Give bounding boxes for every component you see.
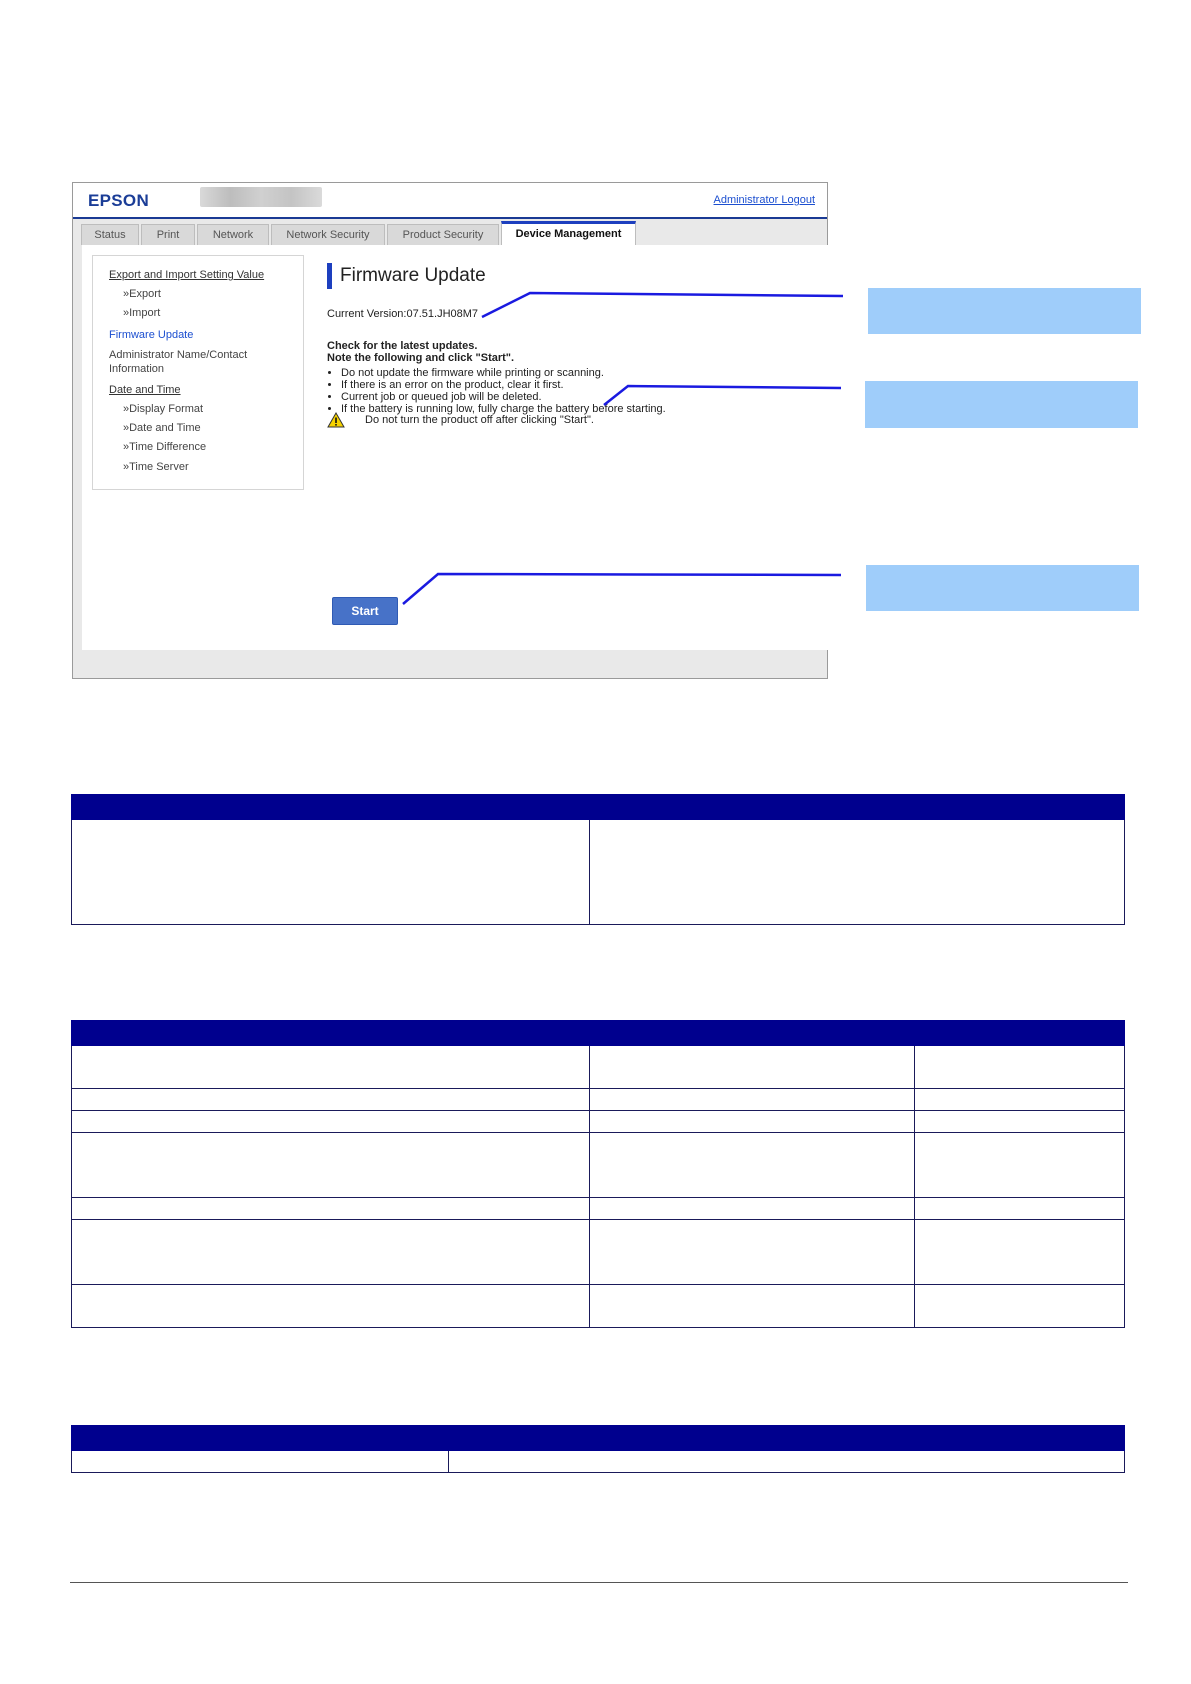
table-row [72,1451,1125,1473]
current-version: Current Version:07.51.JH08M7 [327,308,479,320]
table-3 [71,1425,1125,1473]
table-cell [72,1198,590,1220]
table-cell [915,1133,1125,1198]
table-header-cell [590,795,1125,820]
table-cell [590,1133,915,1198]
table-header-cell [590,1021,915,1046]
table-row [72,1198,1125,1220]
callout-box-version [868,288,1141,334]
footer-divider [70,1582,1128,1583]
tab-device-management[interactable]: Device Management [501,221,636,245]
table-cell [72,1285,590,1328]
table-cell [590,1285,915,1328]
tab-status[interactable]: Status [81,224,139,245]
table-cell [590,1046,915,1089]
table-cell [590,1089,915,1111]
sidebar-item-display-format[interactable]: »Display Format [123,403,204,415]
table-row [72,1220,1125,1285]
sidebar-item-firmware-update[interactable]: Firmware Update [109,329,194,341]
table-cell [590,820,1125,925]
sidebar-heading-export-import[interactable]: Export and Import Setting Value [109,269,265,281]
table-cell [915,1089,1125,1111]
tab-product-security[interactable]: Product Security [387,224,499,245]
table-cell [590,1220,915,1285]
table-header-row [72,1021,1125,1046]
sidebar-item-import[interactable]: »Import [123,307,161,319]
table-row [72,820,1125,925]
table-2 [71,1020,1125,1328]
table-1 [71,794,1125,925]
table-cell [72,1089,590,1111]
sidebar-item-admin-name-line1[interactable]: Administrator Name/Contact [109,349,248,361]
note-item: • If there is an error on the product, clear it first. [341,379,666,391]
table-cell [72,1111,590,1133]
table-row [72,1111,1125,1133]
table-cell [449,1451,1125,1473]
table-header-cell [915,1021,1125,1046]
table-cell [915,1220,1125,1285]
tab-network[interactable]: Network [197,224,269,245]
sidebar-heading-date-time[interactable]: Date and Time [109,384,181,396]
table-header-row [72,1426,1125,1451]
table-cell [72,1046,590,1089]
callout-line-start [403,574,841,604]
callout-box-notes [865,381,1138,428]
table-cell [915,1111,1125,1133]
epson-logo: EPSON [88,191,150,210]
note-item: • Do not update the firmware while printing or scanning. [341,367,666,379]
sidebar-item-admin-name-line2[interactable]: Information [109,363,165,375]
start-button[interactable]: Start [332,597,398,625]
table-cell [590,1111,915,1133]
sidebar-item-time-server[interactable]: »Time Server [123,461,189,473]
note-item: • Current job or queued job will be deleted. [341,391,666,403]
table-row [72,1089,1125,1111]
table-cell [72,1133,590,1198]
check-line2: Note the following and click "Start". [327,352,515,364]
table-cell [915,1198,1125,1220]
table-row [72,1133,1125,1198]
table-header-cell [72,1426,449,1451]
table-row [72,1285,1125,1328]
tab-network-security[interactable]: Network Security [271,224,385,245]
table-header-cell [72,1021,590,1046]
sidebar-item-date-and-time[interactable]: »Date and Time [123,422,201,434]
table-header-row [72,795,1125,820]
callout-line-version [482,293,843,317]
table-cell [915,1046,1125,1089]
table-row [72,1046,1125,1089]
table-cell [72,820,590,925]
sidebar-item-time-difference[interactable]: »Time Difference [123,441,207,453]
administrator-logout-link[interactable]: Administrator Logout [713,194,815,206]
table-cell [72,1451,449,1473]
callout-box-start [866,565,1139,611]
page-title: Firmware Update [340,265,486,286]
tab-print[interactable]: Print [141,224,195,245]
table-cell [915,1285,1125,1328]
table-header-cell [72,795,590,820]
callout-line-notes [604,386,841,405]
table-cell [72,1220,590,1285]
table-header-cell [449,1426,1125,1451]
warning-text: Do not turn the product off after clicking "Start". [365,414,594,426]
sidebar-item-export[interactable]: »Export [123,288,161,300]
note-item: • If the battery is running low, fully charge the battery before starting. [341,403,666,415]
table-cell [590,1198,915,1220]
check-line1: Check for the latest updates. [327,340,478,352]
